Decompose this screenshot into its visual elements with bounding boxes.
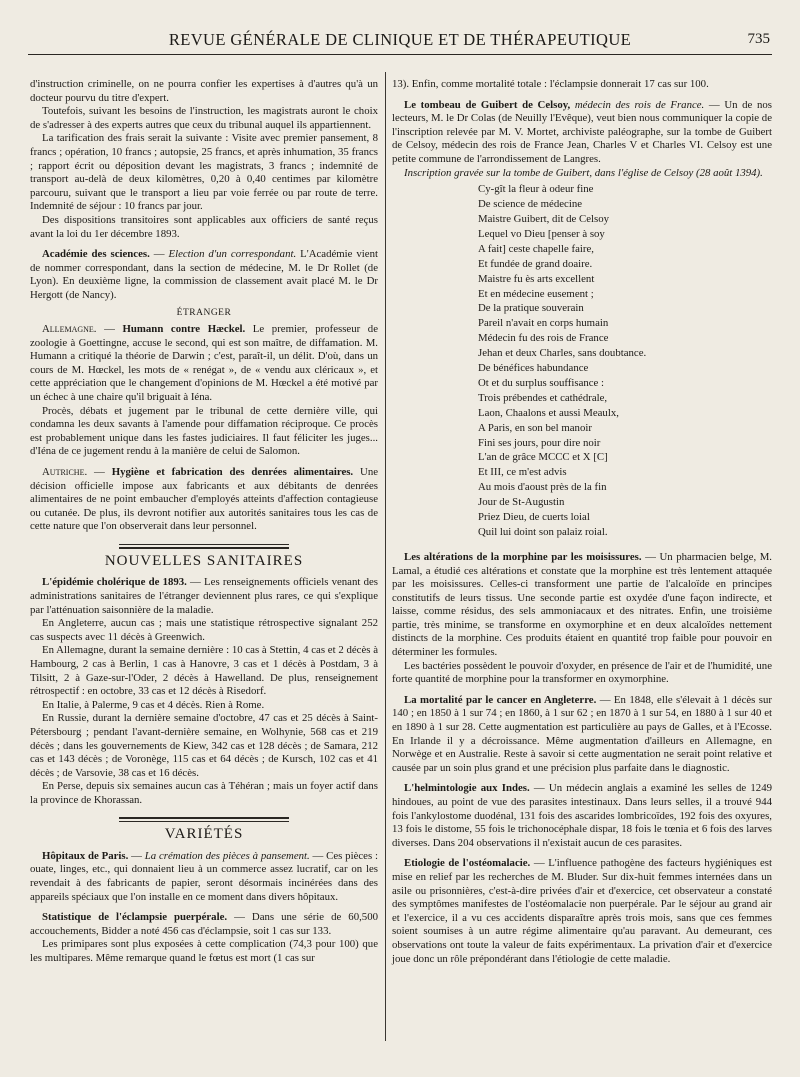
poem-line: Au mois d'aoust près de la fin <box>478 481 607 494</box>
paragraph: Toutefois, suivant les besoins de l'instruction, les magistrats auront le choix de s'adresser à des experts autres que ceux du tribunal auquel ils appartiennent. <box>30 105 378 131</box>
article-autriche: Autriche. — Hygiène et fabrication des denrées alimentaires. Une décision officielle impose aux fabricants et aux débitants de denrées alimentaires de ne point embaucher d'employés atteints d'affection contagieuse ou cutanée. De plus, ils devront notifier aux autorités sanitaires tous les cas de cette nature que l'on observerait dans leur personnel. <box>30 466 379 533</box>
poem-line: A fait] ceste chapelle faire, <box>478 242 594 255</box>
article-text: Ces pièces : ouate, linges, etc., qui donnaient lieu à un commerce assez lucratif, car on les revendait à des fabricants de papier, seront désormais incinérées dans des appareils spéciaux que l'on installe en ce moment dans divers hôpitaux. <box>30 849 378 903</box>
article-text: Un de nos lecteurs, M. le Dr Colas (de Neuilly l'Evêque), veut bien nous communiquer la copie de l'inscription relevée par M. V. Mortet, archiviste paléographe, sur la tombe de Guibert de Celsoy, médecin des rois de France Jean, Charles V et Charles VI. Celsoy est une petite commune de l'arrondissement de Langres. <box>392 98 772 165</box>
poem-line: Quil lui doint son palaiz roial. <box>478 526 608 538</box>
article-allemagne: Allemagne. — Humann contre Hæckel. Le premier, professeur de zoologie à Goettingne, accuse le second, qui est son maître, de diffamation. M. Humann a critiqué la théorie de Darwin ; c'est, paraît-il, un délit. D'où, dans un cours de M. Hœckel, les mots de « renégat », de « vendu aux cléricaux », et cette appréciation que le changement d'opinions de M. Hœckel a été motivé par un échec à une chaire qu'il briguait à Iéna. <box>30 323 379 404</box>
paragraph: En Perse, depuis six semaines aucun cas à Téhéran ; mais un foyer actif dans la province de Khorassan. <box>30 780 378 806</box>
article-text: Un pharmacien belge, M. Lamal, a étudié ces altérations et constate que la morphine est très lentement attaquée par les moisissures. Celles-ci transforment une partie de l'alcaloïde en principes constitutifs de leurs tissus. Une seconde partie est oxydée d'une façon indirecte, et laisse, comme résidus, des sels ammoniacaux et des nitrates. Enfin, une troisième partie, très minime, se transforme en oxymorphine et en deux alcaloïdes nettement distincts de la morphine. Ces produits étaient en quantité trop faible pour pouvoir en déterminer les formules. <box>392 550 773 659</box>
section-divider <box>119 817 289 822</box>
article-osteomalacie: Etiologie de l'ostéomalacie. — L'influence pathogène des facteurs hygiéniques est mise en relief par les recherches de M. Bluder. Sur dix-huit femmes internées dans un asile ou prisonnières, c'est-à-dire privées d'air et d'exercice, cet observateur a constaté des symptômes manifestes de l'ostéomalacie non puerpérale. Par le séjour au grand air et l'exercice, il a vu ces accidents disparaître après trois mois, sans que ces femmes soient soumises à un autre régime alimentaire qu'au paravant. Au demeurant, ces observations ont toute la valeur de faits expérimentaux. La privation d'air et d'exercice joue donc un rôle prépondérant dans l'étiologie de cette maladie. <box>392 857 772 965</box>
article-eclampsie: Statistique de l'éclampsie puerpérale. — Dans une série de 60,500 accouchements, Bidder a noté 456 cas d'éclampsie, soit 1 cas sur 133. <box>30 911 378 937</box>
article-text: Les renseignements officiels venant des administrations sanitaires de l'étranger deviennent plus rares, ce qui s'explique par l'atténuation saisonnière de la maladie. <box>30 576 378 616</box>
article-text: L'influence pathogène des facteurs hygiéniques est mise en relief par les recherches de M. Bluder. Sur dix-huit femmes internées dans un asile ou prisonnières, c'est-à-dire privées d'air et d'exercice, cet observateur a constaté des symptômes manifestes de l'ostéomalacie non puerpérale. Par le séjour au grand air et l'exercice, il a vu ces accidents disparaître après trois mois, sans que ces femmes soient soumises à un autre régime alimentaire qu'au paravant. Au demeurant, ces observations ont toute la valeur de faits expérimentaux. La privation d'air et d'exercice joue donc un rôle prépondérant dans l'étiologie de cette maladie. <box>392 857 772 965</box>
poem-line: Et fundée de grand doaire. <box>478 257 593 270</box>
country-label: Allemagne. <box>42 323 97 336</box>
inscription-caption: Inscription gravée sur la tombe de Guibert, dans l'église de Celsoy (28 août 1394). <box>404 166 763 179</box>
article-text: En 1848, elle s'élevait à 1 décès sur 140 ; en 1850 à 1 sur 74 ; en 1860, à 1 sur 62 ; en 1870 à 1 sur 54, en 1880 à 1 sur 40 et en 1890 à 1 sur 28. Cette augmentation est particulière au pays de Galles, et à l'Ecosse. En Irlande il y a décroissance. Même augmentation d'ailleurs en Allemagne, en Norwège et en Australie. Reste à savoir si cette augmentation ne serait point relative et causée par un soin plus grand et une précision plus parfaite dans le diagnostic. <box>392 693 772 774</box>
journal-title: REVUE GÉNÉRALE DE CLINIQUE ET DE THÉRAPEUTIQUE <box>168 30 632 49</box>
paragraph: En Angleterre, aucun cas ; mais une statistique rétrospective signalant 252 cas suspects avec 11 décès à Greenwich. <box>30 617 378 643</box>
article-cholera: L'épidémie cholérique de 1893. — Les renseignements officiels venant des administrations sanitaires de l'étranger deviennent plus rares, ce qui s'explique par l'atténuation saisonnière de la maladie. <box>30 576 378 616</box>
page-number: 735 <box>747 31 770 47</box>
poem-line: Trois prébendes et cathédrale, <box>478 391 608 404</box>
poem-line: Priez Dieu, de cuerts loial <box>478 511 590 524</box>
poem-line: Jehan et deux Charles, sans doubtance. <box>478 347 647 360</box>
section-heading-etranger: ÉTRANGER <box>176 307 232 318</box>
article-text: L'Académie vient de nommer correspondant, dans la section de médecine, M. le Dr Rollet (de Lyon). En deuxième ligne, la commission de classement avait placé M. le Dr Hergott (de Nancy). <box>30 248 379 301</box>
article-heading: Académie des sciences. <box>42 248 150 261</box>
section-title-nouvelles: NOUVELLES SANITAIRES <box>104 552 304 569</box>
paragraph: En Allemagne, durant la semaine dernière : 10 cas à Stettin, 4 cas et 2 décès à Hambourg, 2 cas à Berlin, 1 cas à Hanovre, 3 cas et 1 décès à Postdam, 3 à Tilsitt, 2 à Gaze-sur-l'Oder, 2 décès à Hawelland. De plus, renseignement rétrospectif : en octobre, 33 cas et 12 décès à Risedorf. <box>30 644 378 698</box>
paragraph: En Russie, durant la dernière semaine d'octobre, 47 cas et 25 décès à Saint-Pétersbourg ; pendant l'avant-dernière semaine, en Wolhynie, 568 cas et 219 décès ; dans les gouvernements de Kiew, 342 cas et 128 décès ; de Samara, 212 cas et 143 décès ; de Voronège, 115 cas et 64 décès ; de Kursch, 102 cas et 41 décès ; de Varsovie, 38 cas et 16 décès. <box>30 712 378 779</box>
section-title-varietes: VARIÉTÉS <box>164 826 244 843</box>
country-label: Autriche. <box>42 466 88 479</box>
paragraph: 13). Enfin, comme mortalité totale : l'éclampsie donnerait 17 cas sur 100. <box>392 78 709 90</box>
poem-line: Lequel vo Dieu [penser à soy <box>478 227 605 240</box>
poem-line: Et III, ce m'est advis <box>478 466 567 479</box>
article-text: Dans une série de 60,500 accouchements, Bidder a noté 456 cas d'éclampsie, soit 1 cas sur 133. <box>30 911 378 937</box>
article-hopitaux: Hôpitaux de Paris. — La crémation des pièces à pansement. — Ces pièces : ouate, linges, etc., qui donnaient lieu à un commerce assez lucratif, car on les revendait à des fabricants de papier, seront désormais incinérées dans des appareils spéciaux que l'on installe en ce moment dans divers hôpitaux. <box>30 849 378 903</box>
article-academie: Académie des sciences. — Election d'un correspondant. L'Académie vient de nommer correspondant, dans la section de médecine, M. le Dr Rollet (de Lyon). En deuxième ligne, la commission de classement avait placé M. le Dr Hergott (de Nancy). <box>30 248 379 301</box>
poem-line: Maistre Guibert, dit de Celsoy <box>478 212 610 225</box>
poem-line: Médecin fu des rois de France <box>478 332 609 345</box>
poem-line: Pareil n'avait en corps humain <box>478 317 609 330</box>
article-helmintologie: L'helmintologie aux Indes. — Un médecin anglais a examiné les selles de 1249 hindoues, au point de vue des parasites intestinaux. Dans leurs selles, il a trouvé 944 fois l'ankylostome duodénal, 131 fois des ascarides lombricoïdes, 192 fois des oxyures, 13 fois le distome, 55 fois le trichonocéphale dispar, 18 fois le tœnia et 6 fois des larves diverses. Dans 204 observations il n'existait aucun de ces parasites. <box>392 782 772 849</box>
poem-line: Ot et du surplus souffisance : <box>478 376 605 389</box>
article-subheading: médecin des rois de France. <box>574 98 705 111</box>
poem-line: Et en médecine eusement ; <box>478 287 594 300</box>
poem-line: De bénéfices habundance <box>478 362 589 375</box>
poem-line: L'an de grâce MCCC et X [C] <box>478 451 608 464</box>
article-morphine: Les altérations de la morphine par les moisissures. — Un pharmacien belge, M. Lamal, a étudié ces altérations et constate que la morphine est très lentement attaquée par les moisissures. Celles-ci transforment une partie de l'alcaloïde en principes constitutifs de leurs tissus. Une seconde partie est oxydée d'une façon indirecte, et laisse, comme résidus, des sels ammoniacaux et des nitrates. Enfin, une troisième partie, très minime, se transforme en oxymorphine et en deux alcaloïdes nettement distincts de la morphine. Ces produits étaient en quantité trop faible pour pouvoir en déterminer les formules. <box>392 550 773 659</box>
paragraph: Des dispositions transitoires sont applicables aux officiers de santé reçus avant la loi du 1er décembre 1893. <box>30 213 378 240</box>
running-header <box>28 28 772 55</box>
poem-line: Cy-gît la fleur à odeur fine <box>478 183 594 196</box>
epitaph-poem <box>478 182 772 540</box>
article-heading: Statistique de l'éclampsie puerpérale. <box>42 911 228 924</box>
article-heading: Les altérations de la morphine par les moisissures. <box>404 550 642 563</box>
article-heading: Hygiène et fabrication des denrées alimentaires. <box>111 466 354 479</box>
article-heading: La mortalité par le cancer en Angleterre. <box>404 693 597 706</box>
article-heading: Etiologie de l'ostéomalacie. <box>404 857 531 870</box>
article-heading: L'helmintologie aux Indes. <box>404 782 530 795</box>
article-heading: L'épidémie cholérique de 1893. <box>42 576 187 589</box>
poem-line: De science de médecine <box>478 198 583 211</box>
article-heading: Le tombeau de Guibert de Celsoy, <box>404 98 571 111</box>
paragraph: d'instruction criminelle, on ne pourra confier les expertises à d'autres qu'à un docteur pourvu du titre d'expert. <box>30 78 378 104</box>
article-text: Une décision officielle impose aux fabricants et aux débitants de denrées alimentaires de ne point embaucher d'employés atteints d'affection contagieuse ou cutanée. De plus, ils devront notifier aux autorités sanitaires tous les cas de cette nature que l'on observerait dans leur personnel. <box>30 466 379 533</box>
article-text: Le premier, professeur de zoologie à Goettingne, accuse le second, qui est son maître, de diffamation. M. Humann a critiqué la théorie de Darwin ; c'est, paraît-il, un délit. D'où, dans un cours de M. Hœckel, les mots de « renégat », de « vendu aux cléricaux », et cette appréciation que le changement d'opinions de M. Hœckel a été motivé par un échec à une chaire qu'il briguait à Iéna. <box>30 323 379 404</box>
article-subheading: La crémation des pièces à pansement. <box>144 849 310 862</box>
poem-line: Maistre fu ès arts excellent <box>478 272 595 285</box>
paragraph: Procès, débats et jugement par le tribunal de cette dernière ville, qui condamna les deux savants à l'amende pour diffamation réciproque. Ce procès est probablement unique dans les fastes judiciaires. Il faut féliciter les juges... d'Iéna de ce jugement rendu à la manière de celui de Salomon. <box>30 404 378 458</box>
right-column <box>392 78 772 966</box>
left-column <box>30 78 378 966</box>
paragraph: Les primipares sont plus exposées à cette complication (74,3 pour 100) que les multipares. Même remarque quand le fœtus est mort (1 cas sur <box>30 938 378 964</box>
column-divider <box>385 72 386 1041</box>
poem-line: Laon, Chaalons et aussi Meaulx, <box>478 406 619 419</box>
article-heading: Hôpitaux de Paris. <box>42 849 129 862</box>
paragraph: Les bactéries possèdent le pouvoir d'oxyder, en présence de l'air et de l'humidité, une forte quantité de morphine pour la transformer en oxymorphine. <box>392 659 772 686</box>
article-tombeau: Le tombeau de Guibert de Celsoy, médecin des rois de France. — Un de nos lecteurs, M. le Dr Colas (de Neuilly l'Evêque), veut bien nous communiquer la copie de l'inscription relevée par M. V. Mortet, archiviste paléographe, sur la tombe de Guibert de Celsoy, médecin des rois de France Jean, Charles V et Charles VI. Celsoy est une petite commune de l'arrondissement de Langres. <box>392 98 772 165</box>
article-cancer: La mortalité par le cancer en Angleterre. — En 1848, elle s'élevait à 1 décès sur 140 ; en 1850 à 1 sur 74 ; en 1860, à 1 sur 62 ; en 1870 à 1 sur 54, en 1880 à 1 sur 40 et en 1890 à 1 sur 28. Cette augmentation est particulière au pays de Galles, et à l'Ecosse. En Irlande il y a décroissance. Même augmentation d'ailleurs en Allemagne, en Norwège et en Australie. Reste à savoir si cette augmentation ne serait point relative et causée par un soin plus grand et une précision plus parfaite dans le diagnostic. <box>392 693 772 774</box>
poem-line: A Paris, en son bel manoir <box>478 421 592 434</box>
section-divider <box>119 544 289 549</box>
paragraph: La tarification des frais serait la suivante : Visite avec premier pansement, 8 francs ; opération, 10 francs ; autopsie, 25 francs, et après inhumation, 35 francs ; rapport écrit ou déposition devant les magistrats, 3 francs ; indemnité de transport au-delà de deux kilomètres, 0,20 à 0,40 centimes par kilomètre parcouru, suivant que le transport a lieu par voie ferrée ou par route de terre. Indemnité de séjour : 10 francs par jour. <box>30 132 378 213</box>
paragraph: En Italie, à Palerme, 9 cas et 4 décès. Rien à Rome. <box>42 698 265 711</box>
article-text: Un médecin anglais a examiné les selles de 1249 hindoues, au point de vue des parasites intestinaux. Dans leurs selles, il a trouvé 944 fois l'ankylostome duodénal, 131 fois des ascarides lombricoïdes, 192 fois des oxyures, 13 fois le distome, 55 fois le trichonocéphale dispar, 18 fois le tœnia et 6 fois des larves diverses. Dans 204 observations il n'existait aucun de ces parasites. <box>392 782 772 849</box>
article-heading: Humann contre Hæckel. <box>122 323 246 336</box>
article-subheading: Election d'un correspondant. <box>168 248 297 261</box>
poem-line: Fini ses jours, pour dire noir <box>478 436 601 449</box>
poem-line: De la pratique souverain <box>478 302 584 315</box>
poem-line: Jour de St-Augustin <box>478 496 565 509</box>
